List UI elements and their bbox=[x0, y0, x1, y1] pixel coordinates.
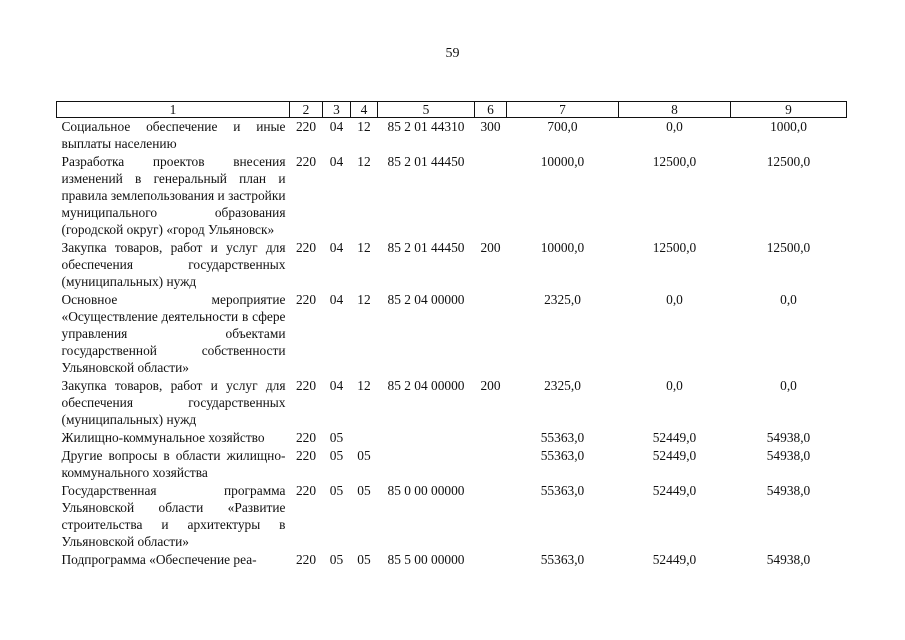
section: 05 bbox=[329, 448, 344, 463]
code-2: 220 bbox=[295, 154, 317, 169]
section: 04 bbox=[329, 292, 344, 307]
subsection: 05 bbox=[357, 448, 371, 463]
header-col-1: 1 bbox=[57, 102, 290, 118]
table-row bbox=[57, 482, 847, 551]
amount-col-8: 52449,0 bbox=[652, 448, 697, 463]
amount-col-9: 12500,0 bbox=[766, 240, 811, 255]
code-2: 220 bbox=[295, 552, 317, 567]
subsection bbox=[351, 429, 378, 447]
item-name: Государственная программа Ульяновской области «Развитие строительства и архитектуры в Ульяновской области» bbox=[61, 483, 286, 549]
target-article: 85 2 01 44450 bbox=[387, 154, 465, 169]
target-article: 85 2 04 00000 bbox=[387, 292, 465, 307]
table-body bbox=[57, 118, 847, 569]
table-row bbox=[57, 153, 847, 239]
section: 05 bbox=[329, 430, 344, 445]
subsection: 12 bbox=[357, 378, 371, 393]
amount-col-7: 10000,0 bbox=[540, 154, 585, 169]
item-name: Подпрограмма «Обеспечение реа- bbox=[61, 552, 257, 567]
amount-col-8: 12500,0 bbox=[652, 154, 697, 169]
section: 04 bbox=[329, 240, 344, 255]
header-col-2: 2 bbox=[290, 102, 323, 118]
section: 05 bbox=[329, 483, 344, 498]
subsection: 05 bbox=[357, 483, 371, 498]
table-row bbox=[57, 429, 847, 447]
table-row bbox=[57, 551, 847, 568]
header-col-6: 6 bbox=[475, 102, 507, 118]
amount-col-9: 54938,0 bbox=[766, 483, 811, 498]
table-row bbox=[57, 447, 847, 482]
amount-col-9: 1000,0 bbox=[770, 119, 807, 134]
expense-type bbox=[475, 153, 507, 239]
header-col-4: 4 bbox=[351, 102, 378, 118]
amount-col-8: 52449,0 bbox=[652, 552, 697, 567]
subsection: 12 bbox=[357, 292, 371, 307]
target-article: 85 2 01 44310 bbox=[387, 119, 465, 134]
item-name: Разработка проектов внесения изменений в генеральный план и правила землепользования и застройки муниципального образования (городской округ) «город Ульяновск» bbox=[61, 154, 286, 237]
header-col-7: 7 bbox=[507, 102, 619, 118]
expense-type: 200 bbox=[480, 240, 501, 255]
amount-col-7: 55363,0 bbox=[540, 552, 585, 567]
header-col-5: 5 bbox=[378, 102, 475, 118]
header-col-8: 8 bbox=[619, 102, 731, 118]
code-2: 220 bbox=[295, 483, 317, 498]
item-name: Закупка товаров, работ и услуг для обеспечения государственных (муниципальных) нужд bbox=[61, 378, 286, 427]
amount-col-9: 12500,0 bbox=[766, 154, 811, 169]
budget-table bbox=[56, 101, 847, 568]
amount-col-9: 0,0 bbox=[780, 378, 797, 393]
amount-col-7: 55363,0 bbox=[540, 448, 585, 463]
section: 04 bbox=[329, 378, 344, 393]
amount-col-9: 54938,0 bbox=[766, 552, 811, 567]
item-name: Социальное обеспечение и иные выплаты населению bbox=[61, 119, 286, 151]
target-article: 85 0 00 00000 bbox=[387, 483, 465, 498]
code-2: 220 bbox=[295, 292, 317, 307]
table-row bbox=[57, 118, 847, 154]
code-2: 220 bbox=[295, 119, 317, 134]
expense-type bbox=[475, 291, 507, 377]
amount-col-7: 55363,0 bbox=[540, 483, 585, 498]
page-number: 59 bbox=[445, 46, 460, 61]
header-row bbox=[57, 102, 847, 118]
item-name: Жилищно-коммунальное хозяйство bbox=[61, 430, 265, 445]
expense-type bbox=[475, 447, 507, 482]
amount-col-7: 55363,0 bbox=[540, 430, 585, 445]
code-2: 220 bbox=[295, 378, 317, 393]
amount-col-7: 10000,0 bbox=[540, 240, 585, 255]
amount-col-9: 0,0 bbox=[780, 292, 797, 307]
expense-type bbox=[475, 482, 507, 551]
item-name: Закупка товаров, работ и услуг для обеспечения государственных (муниципальных) нужд bbox=[61, 240, 286, 289]
header-col-3: 3 bbox=[323, 102, 351, 118]
target-article: 85 2 04 00000 bbox=[387, 378, 465, 393]
target-article: 85 2 01 44450 bbox=[387, 240, 465, 255]
table-header bbox=[57, 102, 847, 118]
subsection: 12 bbox=[357, 119, 371, 134]
table-row bbox=[57, 377, 847, 429]
amount-col-9: 54938,0 bbox=[766, 448, 811, 463]
section: 04 bbox=[329, 154, 344, 169]
amount-col-8: 52449,0 bbox=[652, 430, 697, 445]
amount-col-8: 0,0 bbox=[666, 292, 683, 307]
amount-col-7: 700,0 bbox=[547, 119, 578, 134]
item-name: Основное мероприятие «Осуществление деятельности в сфере управления объектами государственной собственности Ульяновской области» bbox=[61, 292, 286, 375]
item-name: Другие вопросы в области жилищно-коммунального хозяйства bbox=[61, 448, 286, 480]
subsection: 05 bbox=[357, 552, 371, 567]
amount-col-7: 2325,0 bbox=[544, 378, 581, 393]
amount-col-8: 12500,0 bbox=[652, 240, 697, 255]
expense-type bbox=[475, 429, 507, 447]
amount-col-8: 0,0 bbox=[666, 119, 683, 134]
target-article: 85 5 00 00000 bbox=[387, 552, 465, 567]
target-article bbox=[378, 447, 475, 482]
code-2: 220 bbox=[295, 240, 317, 255]
expense-type bbox=[475, 551, 507, 568]
header-col-9: 9 bbox=[731, 102, 847, 118]
expense-type: 200 bbox=[480, 378, 501, 393]
target-article bbox=[378, 429, 475, 447]
subsection: 12 bbox=[357, 240, 371, 255]
amount-col-8: 0,0 bbox=[666, 378, 683, 393]
amount-col-7: 2325,0 bbox=[544, 292, 581, 307]
code-2: 220 bbox=[295, 448, 317, 463]
amount-col-8: 52449,0 bbox=[652, 483, 697, 498]
section: 05 bbox=[329, 552, 344, 567]
table-row bbox=[57, 239, 847, 291]
amount-col-9: 54938,0 bbox=[766, 430, 811, 445]
subsection: 12 bbox=[357, 154, 371, 169]
table-row bbox=[57, 291, 847, 377]
section: 04 bbox=[329, 119, 344, 134]
code-2: 220 bbox=[295, 430, 317, 445]
expense-type: 300 bbox=[480, 119, 501, 134]
